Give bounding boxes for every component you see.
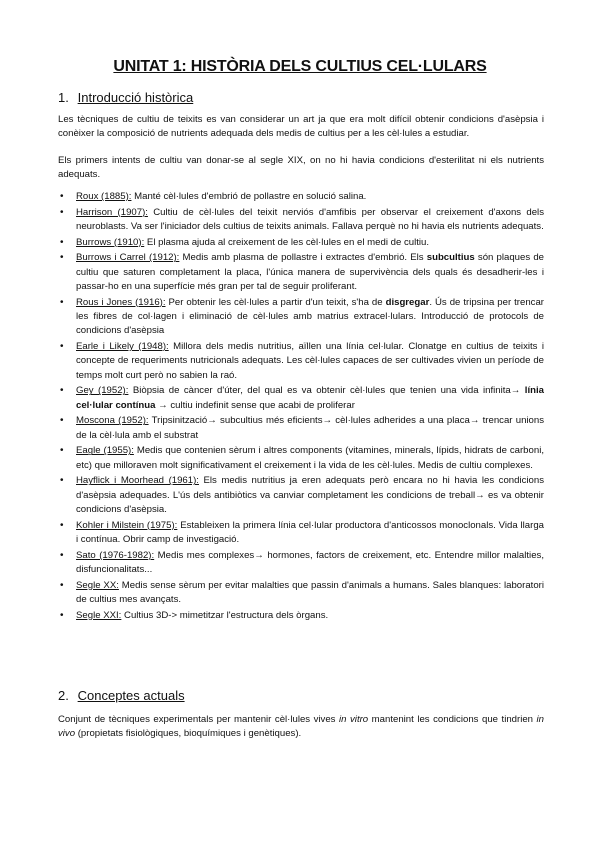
list-item [58,384,544,413]
list-item-text: El plasma ajuda al creixement de les cèl·lules en el medi de cultiu. [144,236,430,248]
list-item [58,251,544,294]
list-item [58,296,544,339]
bullet-icon: • [60,549,64,561]
bullet-icon: • [60,296,64,308]
bullet-icon: • [60,445,64,457]
concepts-italic: in vivo [58,714,544,739]
list-item-name: Earle i Likely (1948): [76,341,169,352]
list-item-text: Biòpsia de càncer d'úter, del qual es va obtenir cèl·lules que tenien una vida infinita→ [128,385,525,397]
list-item-name: Sato (1976-1982): [76,549,155,561]
list-item-text: Manté cèl·lules d'embrió de pollastre en solució salina. [131,191,367,202]
document-title: UNITAT 1: HISTÒRIA DELS CULTIUS CEL·LULARS [113,58,487,75]
list-item [58,609,544,623]
bullet-icon: • [60,191,64,202]
concepts-italic: in vitro [339,714,369,725]
bullet-icon: • [60,579,64,591]
list-item [58,444,544,473]
list-item-text: Medis amb plasma de pollastre i extractes d'embrió. Els [179,252,427,264]
list-item [58,549,544,578]
bullet-icon: • [60,341,64,352]
section-number: 2. [58,688,69,703]
bullet-icon: • [60,609,64,621]
list-item-text: Estableixen la primera línia cel·lular productora d'anticossos monoclonals. Vida llarga i contínua. Obrir camp de investigació. [76,519,545,546]
bullet-icon: • [60,236,64,248]
list-item-text: Millora dels medis nutritius, aïllen una línia cel·lular. Clonatge en cultius de teixits i concepte de requeriments nutricionals adequats. Les cèl·lules capaces de ser cultivades vivien un període de temps molt curt però no sabien la raó. [76,341,544,381]
list-item-name: Burrows (1910): [76,236,145,248]
list-item-text: Per obtenir les cèl·lules a partir d'un teixit, s'ha de [165,296,386,308]
list-item [58,340,544,383]
list-item-name: Kohler i Milstein (1975): [76,519,178,531]
list-item-text: Els medis nutritius ja eren adequats però encara no hi havia les condicions d'asèpsia adequades. L'ús dels antibiòtics va canviar completament les condicions de treball→ es va obtenir condicions d'asèpsia. [76,475,544,516]
list-item-name: Harrison (1907): [76,206,148,218]
list-item-name: Moscona (1952): [76,415,149,427]
list-item-bold: subcultius [426,252,475,264]
list-item-text: Tripsinització→ subcultius més eficients→ cèl·lules adherides a una placa→ trencar unions de la cèl·lula amb el substrat [76,415,544,441]
list-item-bold: disgregar [385,296,430,308]
list-item-name: Rous i Jones (1916): [76,296,166,308]
list-item-name: Eagle (1955): [76,445,134,457]
section-number: 1. [58,90,69,105]
bullet-icon: • [60,252,64,264]
list-item [58,190,544,204]
list-item-name: Segle XX: [76,579,119,591]
intro-paragraph: Els primers intents de cultiu van donar-se al segle XIX, on no hi havia condicions d'esterilitat ni els nutrients adequats. [58,155,544,180]
list-item [58,579,544,608]
list-item-name: Hayflick i Moorhead (1961): [76,475,199,487]
list-item [58,414,544,443]
bullet-icon: • [60,415,64,427]
bullet-icon: • [60,475,64,487]
list-item-text-end: són plaques de cultiu que saturen completament la placa, l'única manera de supervivència dels quals és desadherir-les i passar-ho en una superfície més gran per tal de seguir proliferant. [76,252,544,292]
concepts-text: mantenint les condicions que tindrien [368,714,537,725]
list-item-name: Roux (1885): [76,191,132,202]
concepts-text: Conjunt de tècniques experimentals per mantenir cèl·lules vives [58,714,340,725]
list-item-text-end: → cultiu indefinit sense que acabi de proliferar [155,399,355,411]
list-item-text: Cultius 3D-> mimetitzar l'estructura dels òrgans. [121,609,329,621]
list-item-name: Segle XXI: [76,609,122,621]
history-timeline-list [58,190,544,624]
list-item [58,474,544,517]
list-item-text: Medis mes complexes→ hormones, factors de creixement, etc. Entendre millor malalties, disfuncionalitats... [76,549,544,576]
bullet-icon: • [60,385,64,397]
list-item [58,519,544,548]
intro-paragraph: Les tècniques de cultiu de teixits es van considerar un art ja que era molt difícil obtenir condicions d'asèpsia i conèixer la composició de nutrients adequada dels medis de cultius per a les cèl·lules a estudiar. [58,114,544,139]
list-item-text-end: . Ús de tripsina per trencar les fibres de col·lagen i eliminació de cèl·lules amb matrius extracel·lulars. Introducció de protocols de condicions d'asèpsia [76,296,544,337]
list-item-bold: línia cel·lular contínua [76,385,544,411]
section-title: Introducció històrica [77,90,194,105]
list-item-name: Gey (1952): [76,385,129,397]
bullet-icon: • [60,206,64,218]
list-item-text: Medis que contenien sèrum i altres components (vitamines, minerals, lípids, hidrats de carboni, etc) que milloraven molt significativament el creixement i la vida de les cèl·lules. Medis de cultiu complexes. [76,445,544,471]
concepts-paragraph [58,713,544,741]
list-item [58,206,544,235]
list-item-name: Burrows i Carrel (1912): [76,252,180,264]
list-item-text: Cultiu de cèl·lules del teixit nerviós d'amfibis per observar el creixement d'axons dels neuroblasts. Va ser l'iniciador dels cultius de teixits animals. Fallava perquè no hi havia els nutrients adequats. [76,206,544,232]
list-item-text: Medis sense sèrum per evitar malalties que passin d'animals a humans. Sales blanques: laboratori de cultius mes avançats. [76,579,544,606]
bullet-icon: • [60,519,64,531]
concepts-text: (propietats fisiològiques, bioquímiques i genètiques). [75,728,302,739]
section-title: Conceptes actuals [77,688,185,703]
section-heading-history [58,90,193,105]
section-heading-concepts [58,688,185,703]
list-item [58,236,544,250]
